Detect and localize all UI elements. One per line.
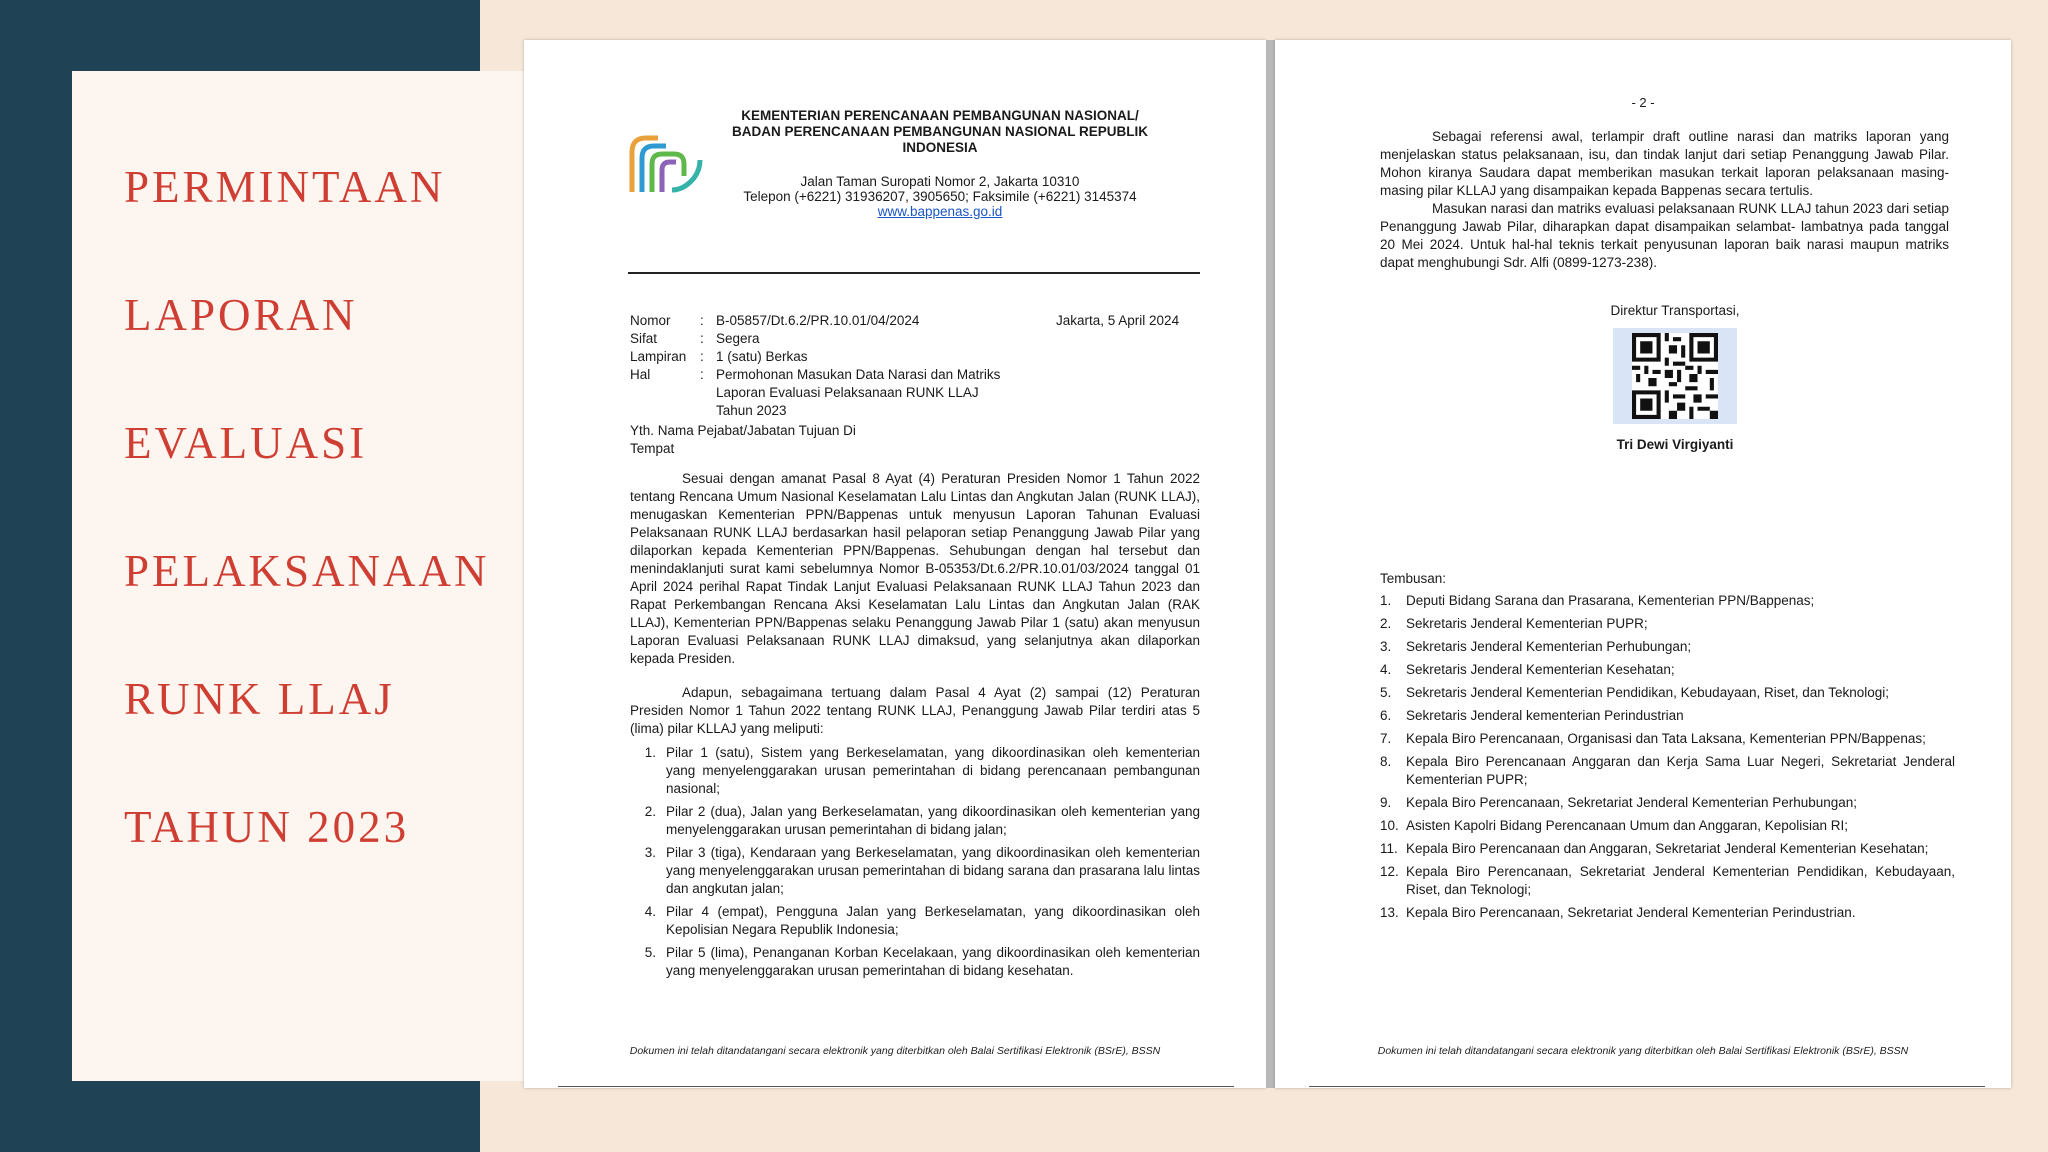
item-text: Sekretaris Jenderal Kementerian Kesehatan; — [1406, 662, 1675, 677]
list-item — [1380, 592, 1955, 610]
meta-key: Sifat — [630, 331, 658, 346]
body-paragraph: Sesuai dengan amanat Pasal 8 Ayat (4) Peraturan Presiden Nomor 1 Tahun 2022 tentang Rencana Umum Nasional Keselamatan Lalu Lintas dan Angkutan Jalan (RUNK LLAJ), menugaskan Kementerian PPN/Bappenas untuk menyusun Laporan Tahunan Evaluasi Pelaksanaan RUNK LLAJ berdasarkan hasil pelaporan setiap Penanggung Jawab Pilar yang dilaporkan kepada Kementerian PPN/Bappenas. Sehubungan dengan hal tersebut dan menindaklanjuti surat kami sebelumnya Nomor B-05353/Dt.6.2/PR.10.01/03/2024 tanggal 01 April 2024 perihal Rapat Tindak Lanjut Evaluasi Pelaksanaan RUNK LLAJ Tahun 2023 dan Rapat Perkembangan Rencana Aksi Keselamatan Lalu Lintas dan Angkutan Jalan (RAK LLAJ), Kementerian PPN/Bappenas selaku Penanggung Jawab Pilar 1 (satu) akan menyusun Laporan Evaluasi Pelaksanaan RUNK LLAJ dimaksud, yang selanjutnya akan dilaporkan kepada Presiden. — [630, 471, 1200, 666]
meta-row — [630, 330, 1210, 348]
letter-page-1 — [524, 40, 1266, 1088]
list-item — [1380, 904, 1955, 922]
qr-code-icon — [1632, 333, 1718, 419]
title-line: RUNK LLAJ — [124, 674, 395, 724]
signature-block — [1575, 302, 1775, 454]
letter-meta — [630, 312, 1210, 420]
page-bottom-rule — [1309, 1086, 1985, 1087]
item-text: Sekretaris Jenderal Kementerian PUPR; — [1406, 616, 1648, 631]
item-text: Pilar 2 (dua), Jalan yang Berkeselamatan, yang dikoordinasikan oleh kementerian yang menyelenggarakan urusan pemerintahan di bidang jalan; — [666, 804, 1200, 837]
esign-footer: Dokumen ini telah ditandatangani secara elektronik yang diterbitkan oleh Balai Sertifikasi Elektronik (BSrE), BSSN — [629, 1045, 1161, 1057]
list-item — [1380, 661, 1955, 679]
pillar-list — [630, 744, 1200, 980]
meta-colon: : — [700, 313, 704, 328]
list-item — [630, 944, 1200, 980]
item-number: 9. — [1380, 795, 1392, 810]
letterhead-text — [710, 108, 1170, 219]
city-date: Jakarta, 5 April 2024 — [1056, 313, 1180, 328]
item-text: Sekretaris Jenderal kementerian Perindustrian — [1406, 708, 1684, 723]
body-paragraph: Adapun, sebagaimana tertuang dalam Pasal 4 Ayat (2) sampai (12) Peraturan Presiden Nomor 1 Tahun 2022 tentang RUNK LLAJ, Penanggung Jawab Pilar terdiri atas 5 (lima) pilar KLLAJ yang meliputi: — [630, 685, 1200, 736]
item-number: 12. — [1380, 864, 1399, 879]
cc-label: Tembusan: — [1380, 571, 1447, 586]
letterhead-rule — [628, 272, 1200, 274]
meta-colon: : — [700, 349, 704, 364]
item-text: Pilar 5 (lima), Penanganan Korban Kecelakaan, yang dikoordinasikan oleh kementerian yang menyelenggarakan urusan pemerintahan di bidang kesehatan. — [666, 945, 1200, 978]
list-item — [1380, 817, 1955, 835]
letter-body-2 — [1380, 128, 1949, 272]
item-number: 7. — [1380, 731, 1392, 746]
letter-body — [630, 470, 1200, 985]
meta-row — [630, 348, 1210, 366]
meta-row — [630, 366, 1210, 420]
list-item — [1380, 863, 1955, 899]
cc-list — [1380, 592, 1955, 922]
item-number: 2. — [644, 804, 656, 819]
item-number: 5. — [644, 945, 656, 960]
list-item — [630, 903, 1200, 939]
meta-key: Hal — [630, 367, 651, 382]
item-number: 1. — [644, 745, 656, 760]
meta-colon: : — [700, 331, 704, 346]
meta-value: Permohonan Masukan Data Narasi dan Matriks Laporan Evaluasi Pelaksanaan RUNK LLAJ Tahun 2023 — [716, 367, 1001, 418]
item-text: Kepala Biro Perencanaan Anggaran dan Kerja Sama Luar Negeri, Sekretariat Jenderal Kementerian PUPR; — [1406, 754, 1955, 787]
item-number: 13. — [1380, 905, 1399, 920]
item-text: Pilar 1 (satu), Sistem yang Berkeselamatan, yang dikoordinasikan oleh kementerian yang menyelenggarakan urusan pemerintahan di bidang perencanaan pembangunan nasional; — [666, 745, 1200, 796]
item-number: 8. — [1380, 754, 1392, 769]
list-item — [630, 744, 1200, 798]
recipient — [630, 422, 1030, 458]
meta-key: Nomor — [630, 313, 671, 328]
item-text: Pilar 4 (empat), Pengguna Jalan yang Berkeselamatan, yang dikoordinasikan oleh Kepolisian Negara Republik Indonesia; — [666, 904, 1200, 937]
item-number: 1. — [1380, 593, 1392, 608]
list-item — [1380, 638, 1955, 656]
meta-colon: : — [700, 367, 704, 382]
list-item — [1380, 707, 1955, 725]
ministry-phone: Telepon (+6221) 31936207, 3905650; Faksimile (+6221) 3145374 — [743, 189, 1137, 204]
body-paragraph: Masukan narasi dan matriks evaluasi pelaksanaan RUNK LLAJ tahun 2023 dari setiap Penanggung Jawab Pilar, diharapkan dapat disampaikan selambat- lambatnya pada tanggal 20 Mei 2024. Untuk hal-hal teknis terkait penyusunan laporan baik narasi maupun matriks dapat menghubungi Sdr. Alfi (0899-1273-238). — [1380, 201, 1949, 270]
list-item — [1380, 794, 1955, 812]
ministry-name: KEMENTERIAN PERENCANAAN PEMBANGUNAN NASIONAL/ BADAN PERENCANAAN PEMBANGUNAN NASIONAL REPUBLIK INDONESIA — [731, 108, 1148, 155]
bappenas-logo-icon — [628, 132, 706, 196]
item-number: 10. — [1380, 818, 1399, 833]
list-item — [1380, 840, 1955, 858]
page-gutter — [1266, 40, 1275, 1088]
title-card — [72, 71, 524, 1081]
signer-name: Tri Dewi Virgiyanti — [1616, 437, 1734, 452]
item-text: Deputi Bidang Sarana dan Prasarana, Kementerian PPN/Bappenas; — [1406, 593, 1815, 608]
list-item — [630, 844, 1200, 898]
item-number: 6. — [1380, 708, 1392, 723]
letterhead — [628, 108, 1178, 238]
title-line: PERMINTAAN — [124, 162, 446, 212]
letter-page-2 — [1275, 40, 2011, 1088]
item-text: Kepala Biro Perencanaan, Sekretariat Jenderal Kementerian Perhubungan; — [1406, 795, 1858, 810]
item-number: 3. — [1380, 639, 1392, 654]
esign-footer: Dokumen ini telah ditandatangani secara elektronik yang diterbitkan oleh Balai Sertifikasi Elektronik (BSrE), BSSN — [1377, 1045, 1909, 1057]
item-number: 4. — [644, 904, 656, 919]
list-item — [1380, 615, 1955, 633]
item-text: Kepala Biro Perencanaan, Sekretariat Jenderal Kementerian Perindustrian. — [1406, 905, 1856, 920]
item-text: Sekretaris Jenderal Kementerian Perhubungan; — [1406, 639, 1692, 654]
meta-key: Lampiran — [630, 349, 687, 364]
item-text: Asisten Kapolri Bidang Perencanaan Umum dan Anggaran, Kepolisian RI; — [1406, 818, 1849, 833]
title-line: PELAKSANAAN — [124, 546, 490, 596]
title-line: TAHUN 2023 — [124, 802, 410, 852]
item-text: Sekretaris Jenderal Kementerian Pendidikan, Kebudayaan, Riset, dan Teknologi; — [1406, 685, 1890, 700]
body-paragraph: Sebagai referensi awal, terlampir draft outline narasi dan matriks laporan yang menjelaskan status pelaksanaan, isu, dan tindak lanjut dari setiap Penanggung Jawab Pilar. Mohon kiranya Saudara dapat memberikan masukan terkait laporan pelaksanaan masing-masing pilar KLLAJ yang disampaikan kepada Bappenas secara tertulis. — [1380, 129, 1949, 198]
cc-section — [1380, 570, 1955, 927]
qr-code — [1613, 328, 1737, 424]
meta-value: B-05857/Dt.6.2/PR.10.01/04/2024 — [716, 313, 920, 328]
item-text: Kepala Biro Perencanaan dan Anggaran, Sekretariat Jenderal Kementerian Kesehatan; — [1406, 841, 1929, 856]
title-line: EVALUASI — [124, 418, 368, 468]
item-number: 3. — [644, 845, 656, 860]
item-number: 5. — [1380, 685, 1392, 700]
item-text: Kepala Biro Perencanaan, Sekretariat Jenderal Kementerian Pendidikan, Kebudayaan, Riset, dan Teknologi; — [1406, 864, 1955, 897]
signer-title: Direktur Transportasi, — [1610, 303, 1740, 318]
title-line: LAPORAN — [124, 290, 358, 340]
item-number: 2. — [1380, 616, 1392, 631]
website-link[interactable]: www.bappenas.go.id — [877, 204, 1003, 219]
item-text: Kepala Biro Perencanaan, Organisasi dan Tata Laksana, Kementerian PPN/Bappenas; — [1406, 731, 1926, 746]
list-item — [1380, 730, 1955, 748]
list-item — [630, 803, 1200, 839]
item-number: 11. — [1380, 841, 1398, 856]
ministry-address: Jalan Taman Suropati Nomor 2, Jakarta 10310 — [800, 174, 1080, 189]
recipient-place: Tempat — [630, 441, 675, 456]
list-item — [1380, 753, 1955, 789]
item-text: Pilar 3 (tiga), Kendaraan yang Berkeselamatan, yang dikoordinasikan oleh kementerian yang menyelenggarakan urusan pemerintahan di bidang sarana dan prasarana lalu lintas dan angkutan jalan; — [666, 845, 1200, 896]
item-number: 4. — [1380, 662, 1392, 677]
list-item — [1380, 684, 1955, 702]
page-bottom-rule — [558, 1086, 1234, 1087]
meta-value: 1 (satu) Berkas — [716, 349, 808, 364]
recipient-name: Yth. Nama Pejabat/Jabatan Tujuan Di — [630, 423, 856, 438]
meta-value: Segera — [716, 331, 760, 346]
page-number: - 2 - — [1631, 95, 1655, 110]
